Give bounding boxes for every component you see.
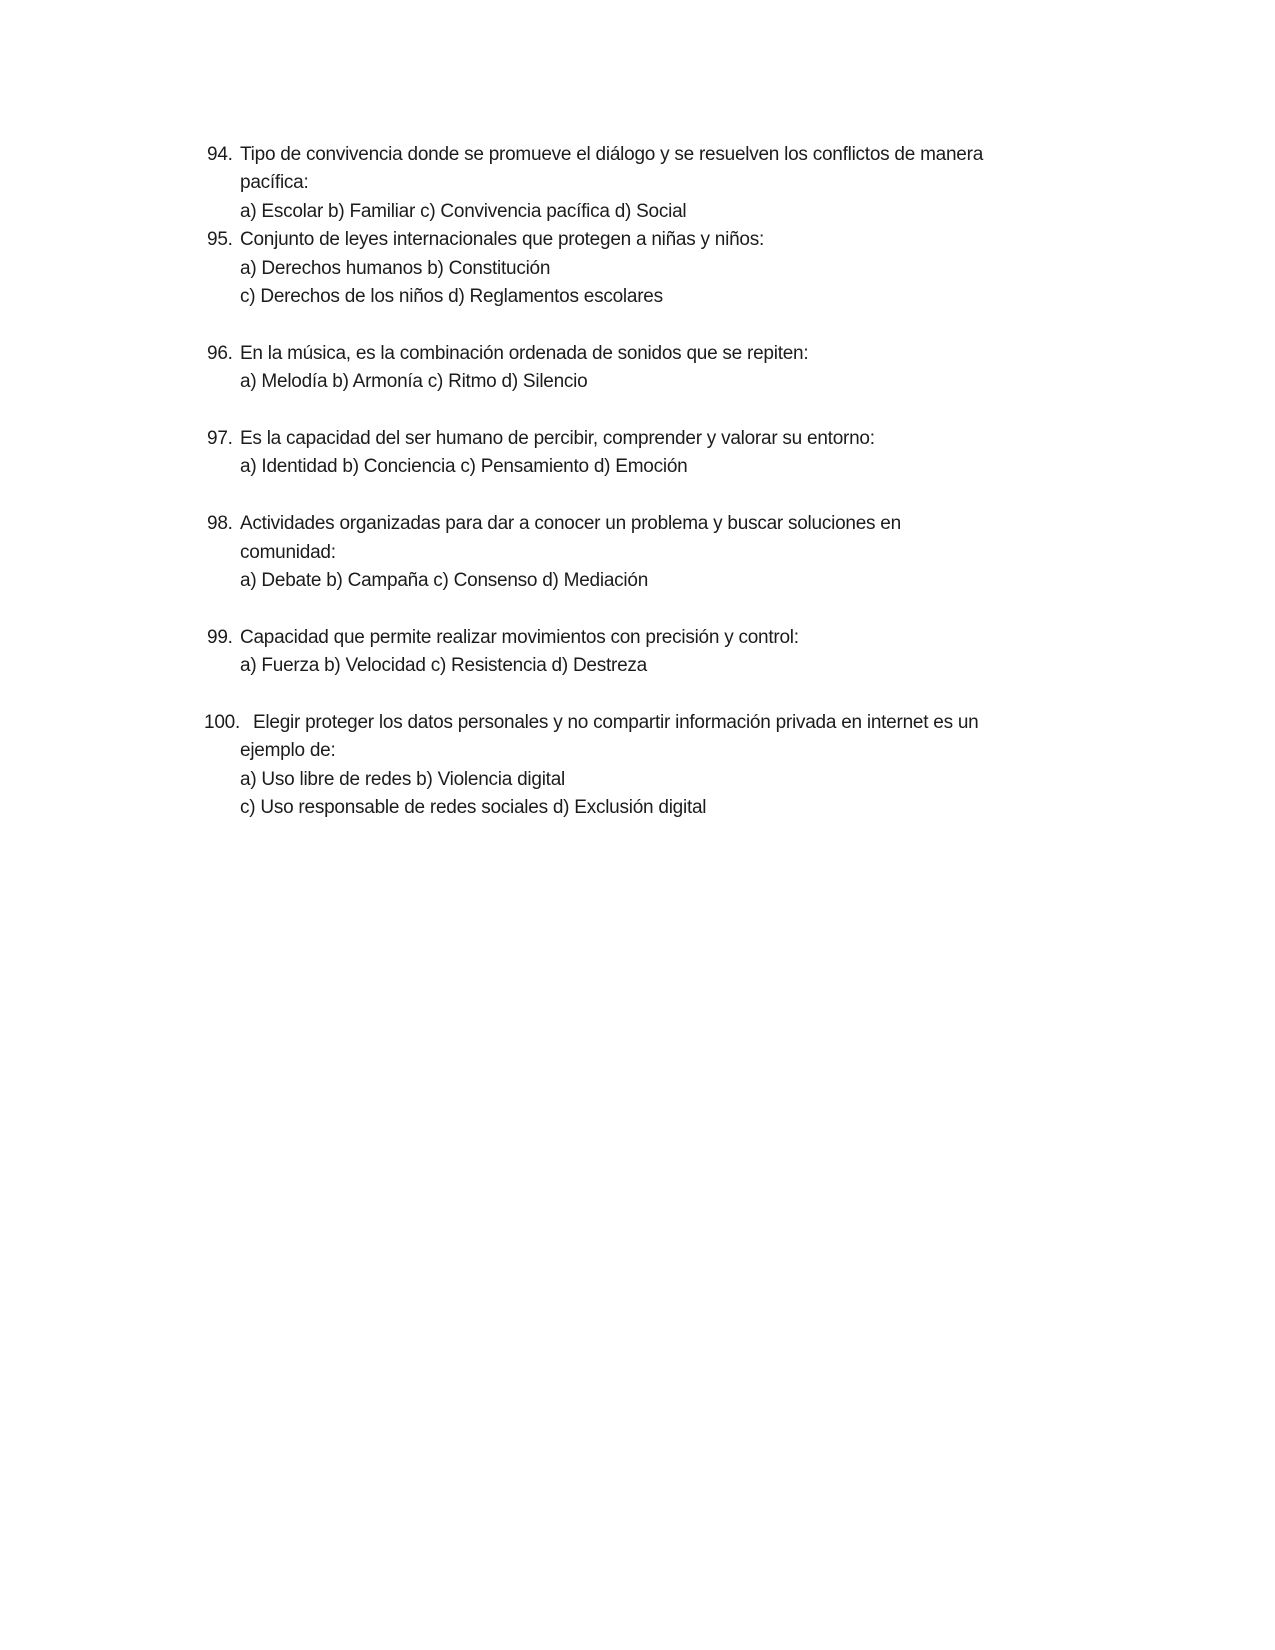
answer-options-line: c) Derechos de los niños d) Reglamentos escolares [240,286,663,308]
answer-options-line: a) Debate b) Campaña c) Consenso d) Mediación [240,570,649,592]
question-text-line: Elegir proteger los datos personales y no compartir información privada en internet es un [253,712,979,734]
answer-options-line: a) Derechos humanos b) Constitución [240,257,551,279]
question-text-line: Tipo de convivencia donde se promueve el diálogo y se resuelven los conflictos de manera [240,144,984,165]
question-number: 94. [207,144,233,165]
question-text-line: Es la capacidad del ser humano de percibir, comprender y valorar su entorno: [240,428,875,450]
answer-options-line: a) Uso libre de redes b) Violencia digital [240,768,565,790]
answer-options-line: a) Identidad b) Conciencia c) Pensamiento d) Emoción [240,456,688,478]
question-text-line: Conjunto de leyes internacionales que protegen a niñas y niños: [240,229,765,251]
question-text-line: Capacidad que permite realizar movimientos con precisión y control: [240,626,799,648]
answer-options-line: a) Melodía b) Armonía c) Ritmo d) Silencio [240,371,588,393]
answer-options-line: c) Uso responsable de redes sociales d) Exclusión digital [240,797,707,819]
question-number: 99. [207,626,233,648]
question-99 [203,624,1275,681]
question-94 [203,141,1275,226]
question-number: 98. [207,513,233,535]
question-96 [203,340,1275,397]
question-text-line: comunidad: [240,541,336,563]
question-text-line: pacífica: [240,172,309,194]
question-number: 96. [207,342,233,364]
answer-options-line: a) Fuerza b) Velocidad c) Resistencia d) Destreza [240,655,647,677]
question-97 [203,425,1275,482]
question-number: 95. [207,229,233,251]
question-number: 100. [204,712,240,734]
question-95 [203,226,1275,311]
question-98 [203,510,1275,595]
question-text-line: En la música, es la combinación ordenada de sonidos que se repiten: [240,342,809,364]
question-text-line: ejemplo de: [240,740,336,762]
question-text-line: Actividades organizadas para dar a conocer un problema y buscar soluciones en [240,513,901,535]
question-100 [203,709,1275,823]
answer-options-line: a) Escolar b) Familiar c) Convivencia pacífica d) Social [240,200,687,222]
question-number: 97. [207,428,233,450]
question-list [203,141,1275,823]
